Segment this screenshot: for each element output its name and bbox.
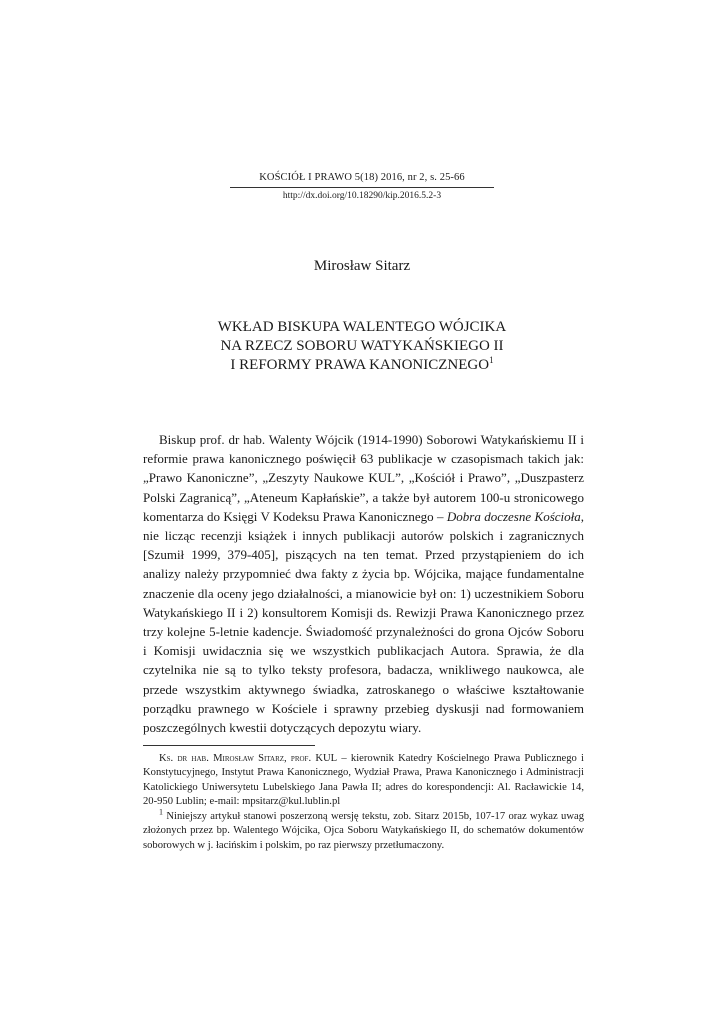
book-title-italic: Dobra doczesne Kościoła — [446, 508, 581, 524]
body-text — [143, 430, 584, 737]
body-text-part-1: Biskup prof. dr hab. Walenty Wójcik (1914-1990) Soborowi Watykańskiemu II i reformie prawa kanonicznego poświęcił 63 publikacje w czasopismach takich jak: „Prawo Kanoniczne”, „Zeszyty Naukowe KUL”, „Kościół i Prawo”, „Duszpasterz Polski Zagranicą”, „Ateneum Kapłańskie”, a także był autorem 100-u stronicowego komentarza do Księgi V Kodeksu Prawa Kanonicznego – — [143, 432, 584, 524]
title-line-1: WKŁAD BISKUPA WALENTEGO WÓJCIKA — [217, 319, 507, 335]
doi-link[interactable]: http://dx.doi.org/10.18290/kip.2016.5.2-3 — [282, 191, 442, 201]
title-footnote-mark[interactable]: 1 — [489, 355, 494, 365]
author-footnote-name: Ks. dr hab. Mirosław Sitarz, prof. KUL — [159, 753, 338, 764]
footnote-separator — [143, 745, 315, 746]
footnote-1-text: Niniejszy artykuł stanowi poszerzoną wersję tekstu, zob. Sitarz 2015b, 107-17 oraz wykaz uwag złożonych przez bp. Walentego Wójcika, Ojca Soboru Watykańskiego II, do schematów dokumentów soborowych w j. łacińskim i polskim, po raz pierwszy przetłumaczony. — [143, 811, 584, 851]
body-paragraph — [143, 430, 584, 737]
title-line-3-text: I REFORMY PRAWA KANONICZNEGO — [230, 357, 490, 373]
body-text-part-2: , nie licząc recenzji książek i innych publikacji autorów polskich i zagranicznych [Szumił 1999, 379-405], piszących na ten temat. Przed przystąpieniem do ich analizy należy przypomnieć dwa fakty z życia bp. Wójcika, mające fundamentalne znaczenie dla oceny jego działalności, a mianowicie był on: 1) uczestnikiem Soboru Watykańskiego II i 2) konsultorem Komisji ds. Rewizji Prawa Kanonicznego przez trzy kolejne 5-letnie kadencje. Świadomość przynależności do grona Ojców Soboru i Komisji uwidacznia się we wszystkich publikacjach Autora. Sprawia, że dla czytelnika nie są to tylko teksty profesora, badacza, wnikliwego naukowca, ale przede wszystkim aktywnego świadka, zatroskanego o właściwe kształtowanie porządku prawnego w Kościele i sprawny przebieg dyskusji nad formowaniem poszczególnych kwestii dotyczących depozytu wiary. — [143, 508, 584, 736]
author-footnote-text: – kierownik Katedry Kościelnego Prawa Publicznego i Konstytucyjnego, Instytut Prawa Kanonicznego, Wydział Prawa, Prawa Kanonicznego i Administracji Katolickiego Uniwersytetu Lubelskiego Jana Pawła II; adres do korespondencji: Al. Racławickie 14, 20-950 Lublin; e-mail: mpsitarz@kul.lublin.pl — [143, 753, 584, 807]
footnote-1 — [143, 807, 584, 853]
footnote-1-mark: 1 — [159, 807, 163, 817]
author-footnote — [143, 752, 584, 809]
article-title — [0, 318, 724, 375]
author-name: Mirosław Sitarz — [313, 258, 411, 274]
running-header — [230, 172, 494, 201]
footnotes — [143, 752, 584, 854]
journal-citation: KOŚCIÓŁ I PRAWO 5(18) 2016, nr 2, s. 25-66 — [230, 172, 494, 188]
title-line-2: NA RZECZ SOBORU WATYKAŃSKIEGO II — [220, 338, 504, 354]
title-line-3 — [0, 356, 724, 375]
